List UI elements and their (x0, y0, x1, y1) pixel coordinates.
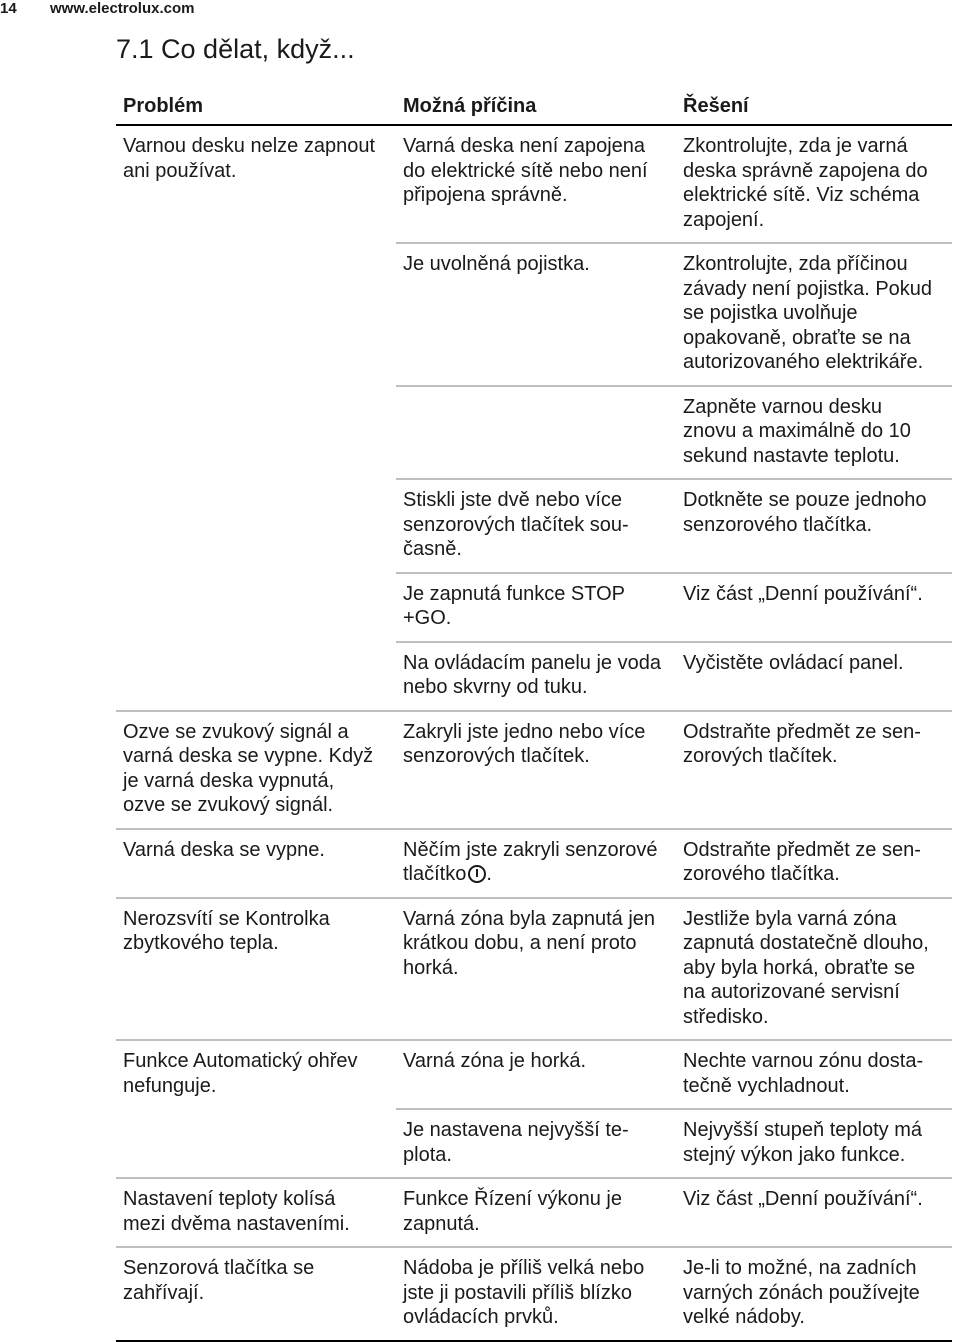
problem-cell (116, 479, 396, 573)
cause-cell: Nádoba je příliš velká nebo jste ji postavili příliš blízko ovládacích prvků. (396, 1247, 676, 1341)
solution-cell: Zkontrolujte, zda je varná deska správně zapojena do elektrické sítě. Viz schéma zapojení. (676, 125, 952, 243)
power-icon (468, 865, 486, 883)
solution-cell: Je-li to možné, na zadních varných zónách používejte velké nádoby. (676, 1247, 952, 1341)
solution-cell: Vyčistěte ovládací panel. (676, 642, 952, 711)
table-row (116, 711, 952, 829)
cause-cell: Je zapnutá funkce STOP +GO. (396, 573, 676, 642)
solution-cell: Zkontrolujte, zda příčinou závady není pojistka. Pokud se pojistka uvolňuje opakovaně, obraťte se na autorizovaného elektrikáře. (676, 243, 952, 386)
problem-cell: Varná deska se vypne. (116, 829, 396, 898)
problem-cell (116, 386, 396, 480)
solution-cell: Zapněte varnou desku znovu a maximálně do 10 sekund nastavte teplotu. (676, 386, 952, 480)
cause-cell: Zakryli jste jedno nebo více senzorových tlačítek. (396, 711, 676, 829)
table-row (116, 1247, 952, 1341)
cause-text: Něčím jste zakryli senzorové tlačítko (403, 838, 658, 885)
table-row (116, 1040, 952, 1109)
cause-cell: Stiskli jste dvě nebo více senzorových tlačítek současně. (396, 479, 676, 573)
cause-cell: Funkce Řízení výkonu je zapnutá. (396, 1178, 676, 1247)
table-row (116, 829, 952, 898)
solution-cell: Viz část „Denní používání“. (676, 1178, 952, 1247)
solution-cell: Dotkněte se pouze jednoho senzorového tlačítka. (676, 479, 952, 573)
cause-cell: Je uvolněná pojistka. (396, 243, 676, 386)
problem-cell: Funkce Automatický ohřev nefunguje. (123, 1050, 358, 1097)
cause-suffix: . (486, 863, 492, 885)
cause-cell: Je nastavena nejvyšší teplota. (396, 1109, 676, 1178)
problem-cell (116, 642, 396, 711)
cause-cell (396, 386, 676, 480)
solution-cell: Viz část „Denní používání“. (676, 573, 952, 642)
table-row (116, 479, 952, 573)
column-header-solution: Řešení (676, 88, 952, 125)
problem-cell (116, 573, 396, 642)
column-header-problem: Problém (116, 88, 396, 125)
cause-cell (396, 829, 676, 898)
table-header-row (116, 88, 952, 125)
table-row (116, 573, 952, 642)
site-url: www.electrolux.com (50, 0, 195, 17)
table-row (116, 125, 952, 243)
problem-cell: Nastavení teploty kolísá mezi dvěma nastaveními. (116, 1178, 396, 1247)
problem-cell: Senzorová tlačítka se zahřívají. (116, 1247, 396, 1341)
table-row (116, 642, 952, 711)
problem-cell: Ozve se zvukový signál a varná deska se vypne. Když je varná deska vypnutá, ozve se zvukový signál. (116, 711, 396, 829)
cause-cell: Varná zóna byla zapnutá jen krátkou dobu, a není proto horká. (396, 898, 676, 1041)
table-row (116, 386, 952, 480)
solution-cell: Nejvyšší stupeň teploty má stejný výkon jako funkce. (676, 1109, 952, 1178)
problem-cell (116, 243, 396, 386)
column-header-cause: Možná příčina (396, 88, 676, 125)
table-row (116, 1109, 952, 1178)
solution-cell: Odstraňte předmět ze senzorových tlačítek. (676, 711, 952, 829)
page-number: 14 (0, 0, 17, 17)
solution-cell: Nechte varnou zónu dostatečně vychladnout. (676, 1040, 952, 1109)
troubleshooting-table (116, 88, 952, 1342)
solution-cell: Odstraňte předmět ze senzorového tlačítka. (676, 829, 952, 898)
problem-cell: Varnou desku nelze zapnout ani používat. (123, 135, 376, 182)
cause-cell: Varná deska není zapojena do elektrické sítě nebo není připojena správně. (396, 125, 676, 243)
table-row (116, 1178, 952, 1247)
cause-cell: Varná zóna je horká. (396, 1040, 676, 1109)
solution-cell: Jestliže byla varná zóna zapnutá dostatečně dlouho, aby byla horká, obraťte se na autorizované servisní středisko. (676, 898, 952, 1041)
problem-cell (116, 1109, 396, 1178)
problem-cell: Nerozsvítí se Kontrolka zbytkového tepla. (116, 898, 396, 1041)
section-title: 7.1 Co dělat, když... (116, 34, 355, 64)
cause-cell: Na ovládacím panelu je voda nebo skvrny od tuku. (396, 642, 676, 711)
table-row (116, 243, 952, 386)
table-row (116, 898, 952, 1041)
